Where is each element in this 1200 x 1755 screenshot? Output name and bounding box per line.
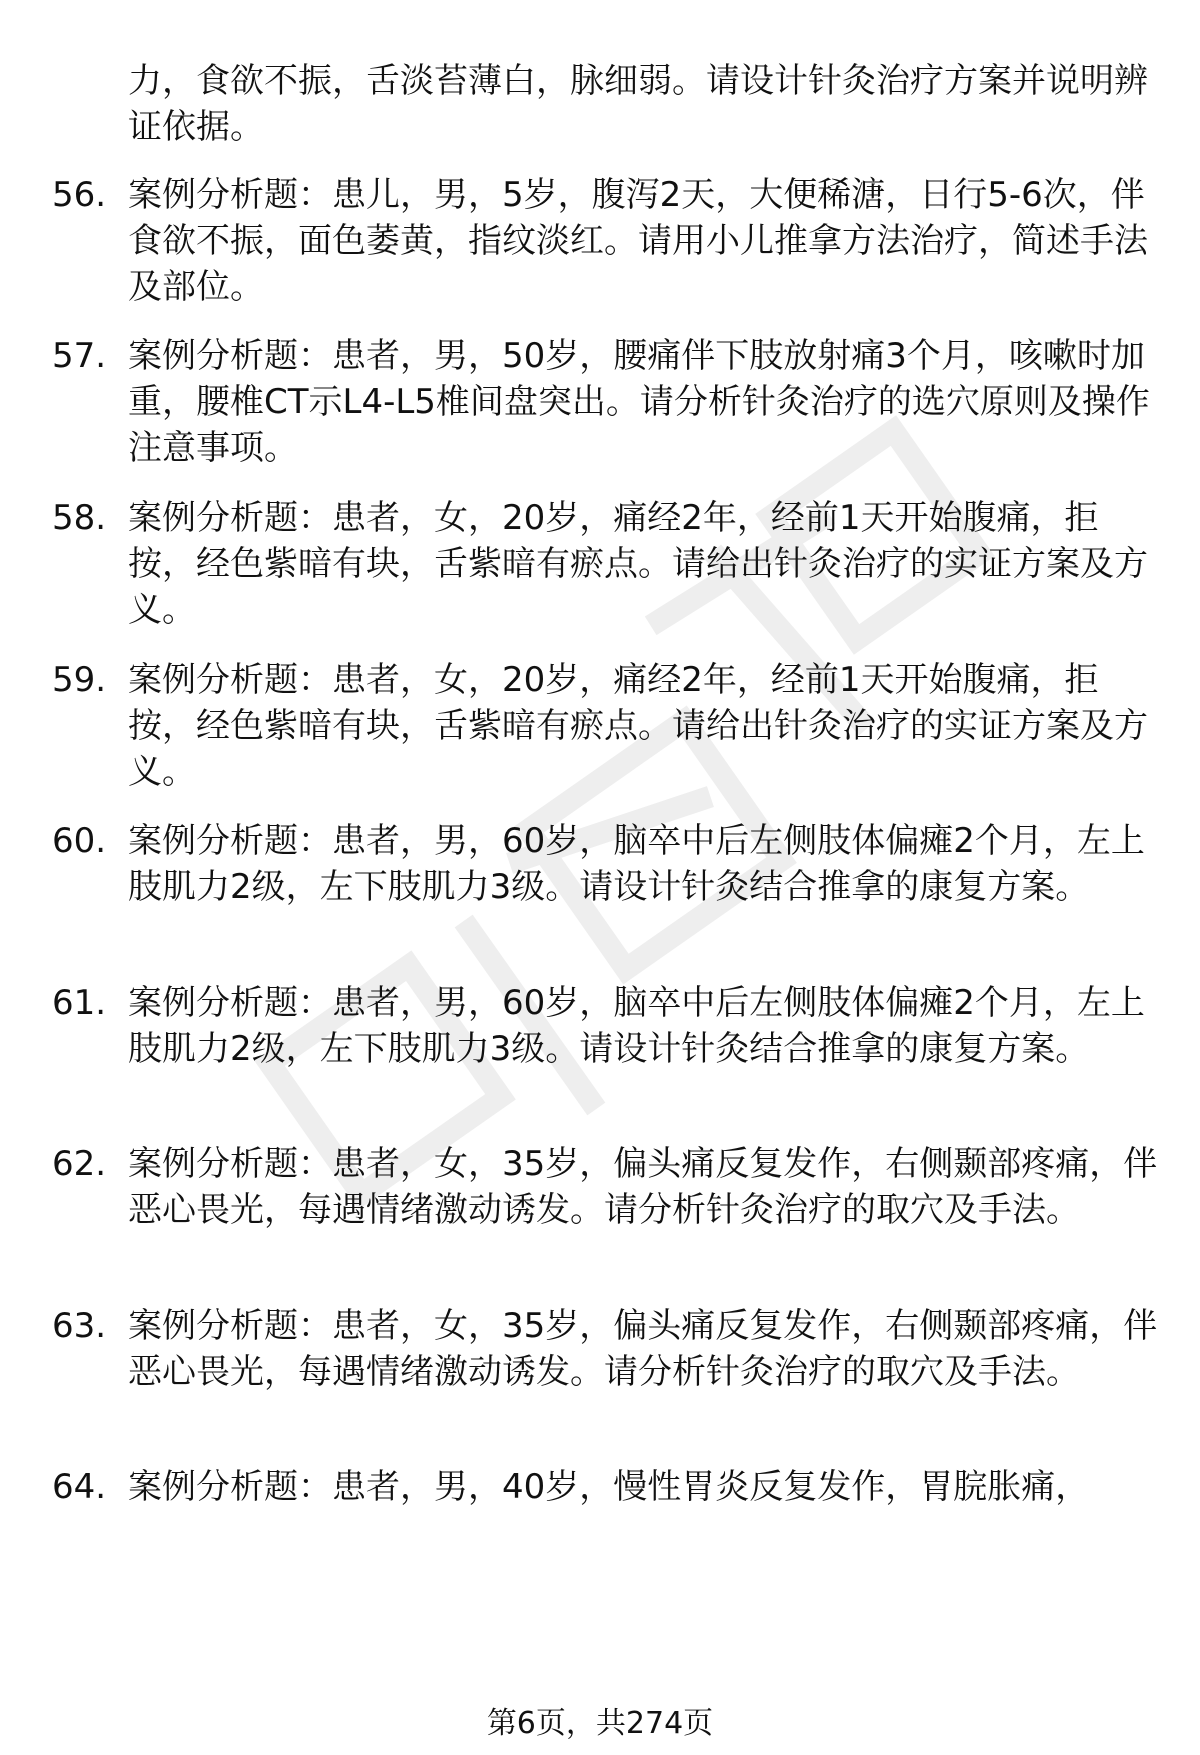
- question-number: 57.: [52, 336, 107, 376]
- question-text: 案例分析题：患者，男，60岁，脑卒中后左侧肢体偏瘫2个月，左上肢肌力2级，左下肢肌力3级。请设计针灸结合推拿的康复方案。: [128, 983, 1145, 1069]
- question-number: 64.: [52, 1467, 107, 1507]
- question-item-64: [52, 1464, 1162, 1510]
- page-footer: 第6页，共274页: [486, 1706, 714, 1741]
- question-text: 案例分析题：患儿，男，5岁，腹泻2天，大便稀溏，日行5-6次，伴食欲不振，面色萎黄，指纹淡红。请用小儿推拿方法治疗，简述手法及部位。: [128, 175, 1148, 307]
- question-text: 案例分析题：患者，女，20岁，痛经2年，经前1天开始腹痛，拒按，经色紫暗有块，舌紫暗有瘀点。请给出针灸治疗的实证方案及方义。: [128, 660, 1148, 792]
- question-text: 案例分析题：患者，男，40岁，慢性胃炎反复发作，胃脘胀痛，: [128, 1467, 1090, 1507]
- question-text: 案例分析题：患者，女，35岁，偏头痛反复发作，右侧颞部疼痛，伴恶心畏光，每遇情绪激动诱发。请分析针灸治疗的取穴及手法。: [128, 1306, 1158, 1392]
- question-item-61: [52, 980, 1162, 1072]
- question-number: 60.: [52, 821, 107, 861]
- question-item-56: [52, 172, 1162, 310]
- question-item-58: [52, 495, 1162, 633]
- question-item-57: [52, 333, 1162, 471]
- question-text: 案例分析题：患者，男，60岁，脑卒中后左侧肢体偏瘫2个月，左上肢肌力2级，左下肢肌力3级。请设计针灸结合推拿的康复方案。: [128, 821, 1145, 907]
- question-number: 63.: [52, 1306, 107, 1346]
- question-item-59: [52, 657, 1162, 795]
- question-text: 案例分析题：患者，男，50岁，腰痛伴下肢放射痛3个月，咳嗽时加重，腰椎CT示L4-L5椎间盘突出。请分析针灸治疗的选穴原则及操作注意事项。: [128, 336, 1150, 468]
- question-text: 案例分析题：患者，女，20岁，痛经2年，经前1天开始腹痛，拒按，经色紫暗有块，舌紫暗有瘀点。请给出针灸治疗的实证方案及方义。: [128, 498, 1148, 630]
- question-text: 案例分析题：患者，女，35岁，偏头痛反复发作，右侧颞部疼痛，伴恶心畏光，每遇情绪激动诱发。请分析针灸治疗的取穴及手法。: [128, 1144, 1158, 1230]
- question-number: 59.: [52, 660, 107, 700]
- question-item-63: [52, 1303, 1162, 1395]
- question-item-62: [52, 1141, 1162, 1233]
- question-number: 58.: [52, 498, 107, 538]
- question-number: 61.: [52, 983, 107, 1023]
- question-number: 62.: [52, 1144, 107, 1184]
- continuation-paragraph: 力，食欲不振，舌淡苔薄白，脉细弱。请设计针灸治疗方案并说明辨证依据。: [128, 61, 1148, 147]
- question-number: 56.: [52, 175, 107, 215]
- question-item-60: [52, 818, 1162, 910]
